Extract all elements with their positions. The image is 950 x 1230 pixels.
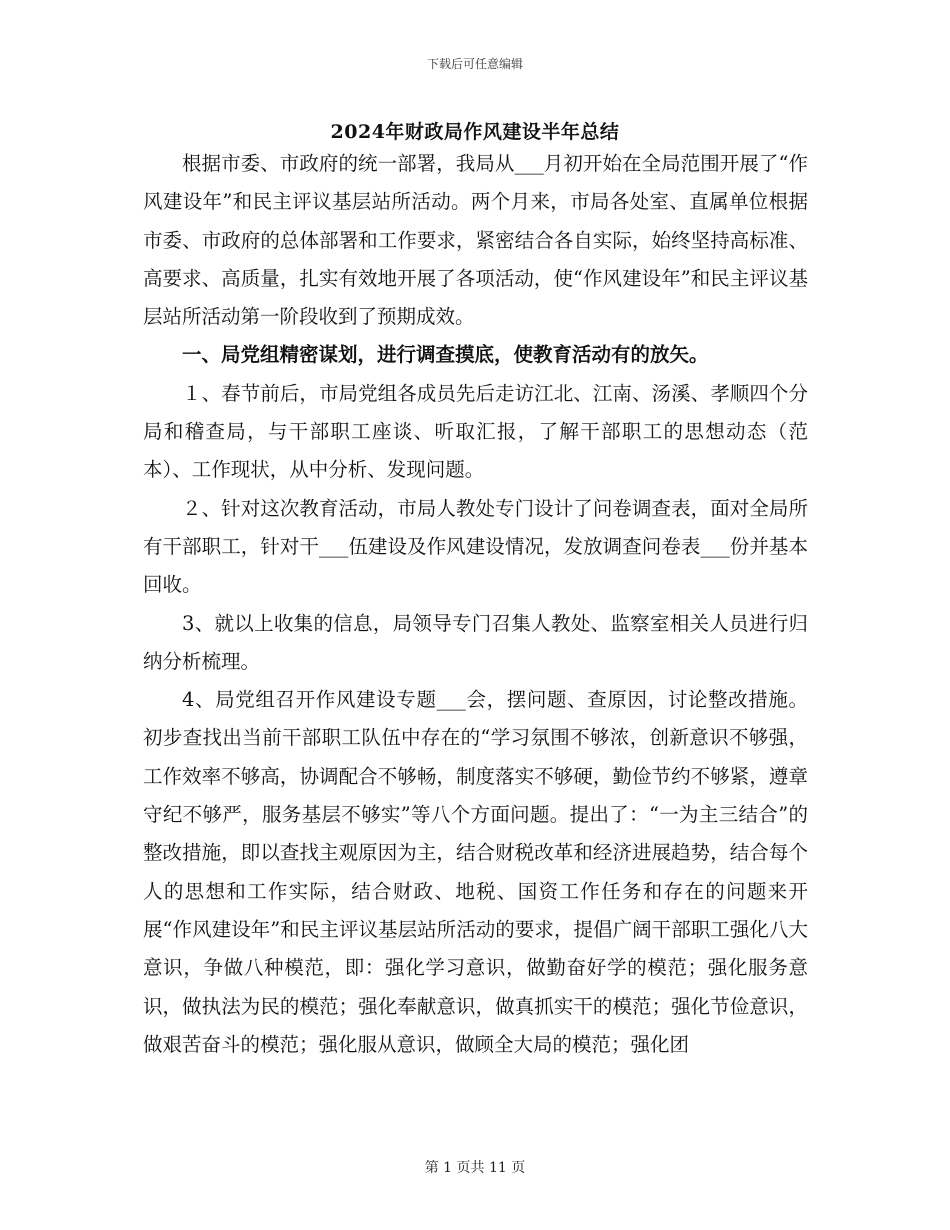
paragraph-item-3: 3、就以上收集的信息，局领导专门召集人教处、监察室相关人员进行归纳分析梳理。 xyxy=(143,611,808,673)
paragraph-item-1: １、春节前后，市局党组各成员先后走访江北、江南、汤溪、孝顺四个分局和稽查局，与干部职工座谈、听取汇报，了解干部职工的思想动态（范本）、工作现状，从中分析、发现问题。 xyxy=(143,381,808,482)
page-footer: 第 1 页共 11 页 xyxy=(424,1160,526,1176)
paragraph-item-2: ２、针对这次教育活动，市局人教处专门设计了问卷调查表，面对全局所有干部职工，针对干___伍建设及作风建设情况，发放调查问卷表___份并基本回收。 xyxy=(143,496,808,597)
page-header: 下载后可任意编辑 xyxy=(426,57,523,71)
paragraph-item-4: 4、局党组召开作风建设专题___会，摆问题、查原因，讨论整改措施。初步查找出当前干部职工队伍中存在的“学习氛围不够浓，创新意识不够强，工作效率不够高，协调配合不够畅，制度落实不够硬，勤俭节约不够紧，遵章守纪不够严，服务基层不够实”等八个方面问题。提出了：“一为主三结合”的整改措施，即以查找主观原因为主，结合财税改革和经济进展趋势，结合每个人的思想和工作实际，结合财政、地税、国资工作任务和存在的问题来开展“作风建设年”和民主评议基层站所活动的要求，提倡广阔干部职工强化八大意识，争做八种模范，即：强化学习意识，做勤奋好学的模范；强化服务意识，做执法为民的模范；强化奉献意识，做真抓实干的模范；强化节俭意识，做艰苦奋斗的模范；强化服从意识，做顾全大局的模范；强化团 xyxy=(143,688,808,1056)
section-heading: 一、局党组精密谋划，进行调查摸底，使教育活动有的放矢。 xyxy=(182,343,709,367)
intro-paragraph: 根据市委、市政府的统一部署，我局从___月初开始在全局范围开展了“作风建设年”和民主评议基层站所活动。两个月来，市局各处室、直属单位根据市委、市政府的总体部署和工作要求，紧密结合各自实际，始终坚持高标准、高要求、高质量，扎实有效地开展了各项活动，使“作风建设年”和民主评议基层站所活动第一阶段收到了预期成效。 xyxy=(143,152,808,329)
document-title: 2024年财政局作风建设半年总结 xyxy=(330,121,620,143)
document-body xyxy=(143,145,808,1064)
